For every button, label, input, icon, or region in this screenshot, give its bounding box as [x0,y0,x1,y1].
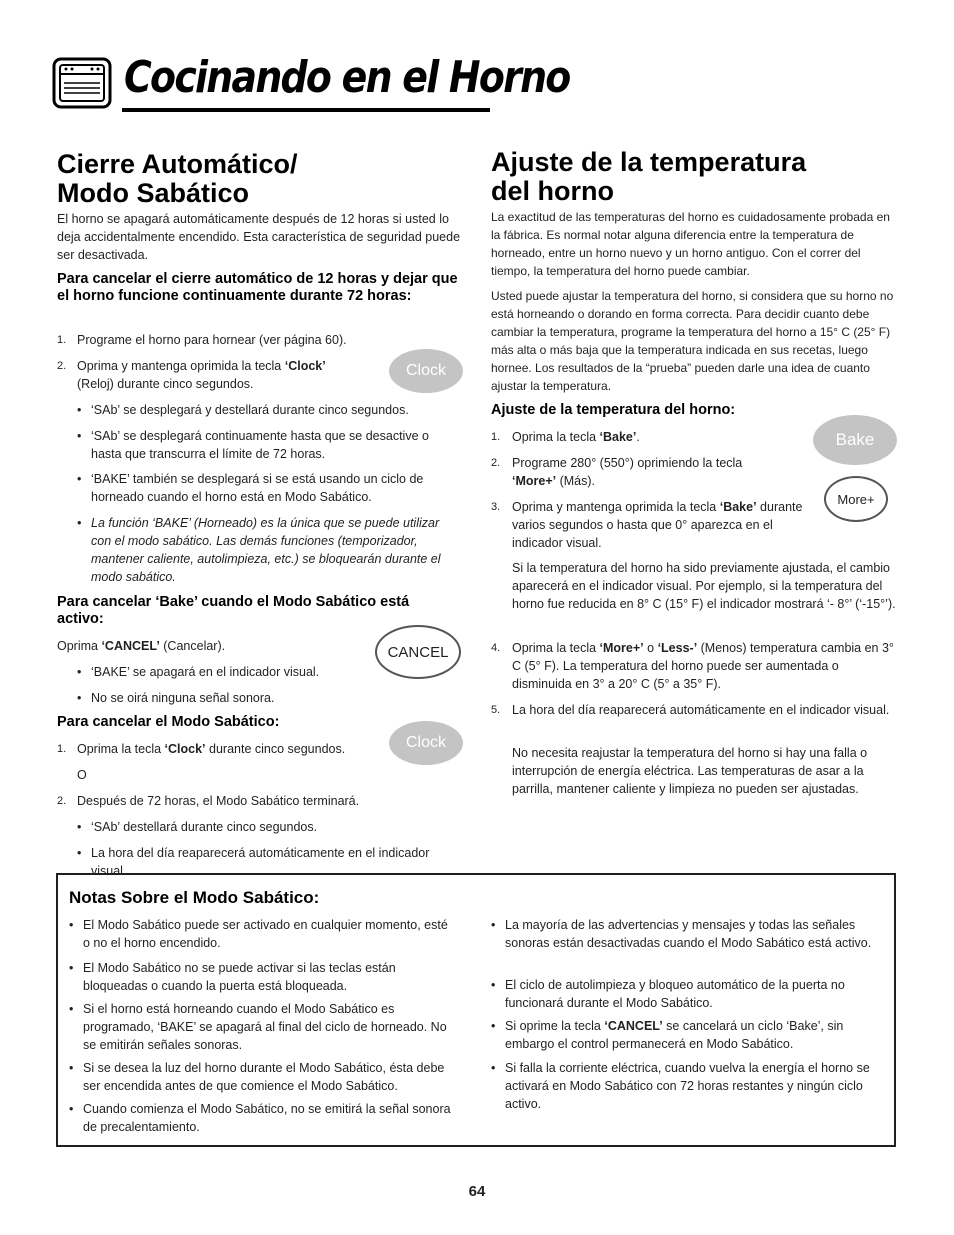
title-rule [122,108,490,112]
list-item [77,357,367,393]
key-name: ‘Bake’ [719,500,757,514]
bake-key-icon: Bake [813,415,897,465]
subheading-adjust-temp: Ajuste de la temperatura del horno: [491,402,736,418]
section-heading-temperature [491,148,806,206]
list-item: Después de 72 horas, el Modo Sabático terminará. [77,794,360,808]
list-item [512,428,802,446]
key-name: ‘Less-’ [657,641,698,655]
item-text: (Más). [556,474,596,488]
note-text: Si la temperatura del horno ha sido previamente ajustada, el cambio aparecerá en el indicador visual. Por ejemplo, si la temperatura del horno fue reducida en 8° C (15° F) el indicador mostrará ‘- 8°’ (‘-15°’). [512,561,896,611]
list-number: 2. [57,795,67,807]
item-text: se cancelará un ciclo ‘Bake’, sin embargo el control permanecerá en Modo Sabático. [505,1019,844,1051]
note-bullet: • La mayoría de las advertencias y mensajes y todas las señales sonoras están desactivadas cuando el Modo Sabático está activo. [505,916,880,952]
note-bullet: • El Modo Sabático no se puede activar si las teclas están bloqueadas o cuando la puerta está bloqueada. [83,959,453,995]
list-number: 1. [57,743,67,755]
bullet-item: • ‘BAKE’ también se desplegará si se está usando un ciclo de horneado cuando el horno está en Modo Sabático. [91,470,456,506]
heading-line-1: Ajuste de la temperatura [491,147,807,177]
note-bullet: • Si se desea la luz del horno durante el Modo Sabático, ésta debe ser encendida antes de que comience el Modo Sabático. [83,1059,458,1095]
note-bullet: • El Modo Sabático puede ser activado en cualquier momento, esté o no el horno encendido. [83,916,453,952]
item-text: . [636,430,640,444]
item-text: (Menos) temperatura cambia en 3° C (5° F). La temperatura del horno puede ser aumentada o disminuida en 3° a 20° C (5° a 35° F). [512,641,894,691]
paragraph: Usted puede ajustar la temperatura del horno, si considera que su horno no está horneando o dorando en forma correcta. Para decidir cuanto debe cambiar la temperatura, programe la temperatura del horno a 15° C (25° F) más alta o más baja que la temperatura indicada en sus recetas, luego hornee. Los resultados de la “prueba” pueden darle una idea de cuanto ajustar la temperatura. [491,289,894,393]
item-text: Si oprime la tecla [505,1019,605,1033]
instruction-text [57,637,357,655]
note-text: No necesita reajustar la temperatura del horno si hay una falla o interrupción de energía eléctrica. Las temperaturas de asar a la parrilla, mantener caliente y limpieza no pueden ser ajustadas. [512,746,868,796]
key-name: ‘More+’ [599,641,644,655]
list-number: 3. [491,501,501,513]
bullet-item: • La hora del día reaparecerá automáticamente en el indicador visual. [91,844,431,880]
item-text: Oprima [57,639,102,653]
oven-icon [52,57,112,109]
list-item [512,498,812,552]
note-bullet: • Si falla la corriente eléctrica, cuando vuelva la energía el horno se activará en Modo Sabático con 72 horas restantes y ningún ciclo activo. [505,1059,880,1113]
paragraph: La exactitud de las temperaturas del horno es cuidadosamente probada en la fábrica. Es normal notar alguna diferencia entre la temperatura de horneado, entre un horno nuevo y un horno antiguo. Con el correr del tiempo, la temperatura del horno puede cambiar. [491,210,890,278]
list-number: 5. [491,704,501,716]
or-text: O [77,768,87,782]
bullet-item: • La función ‘BAKE’ (Horneado) es la única que se puede utilizar con el modo sabático. Las demás funciones (temporizador, mantener caliente, autolimpieza, etc.) se bloquearán durante el modo sabático. [91,514,461,586]
subheading-cancel-bake: Para cancelar ‘Bake’ cuando el Modo Sabático está activo: [57,594,410,627]
list-number: 2. [491,457,501,469]
item-text: Programe 280° (550°) oprimiendo la tecla [512,456,743,470]
list-item: Programe el horno para hornear (ver página 60). [77,333,347,347]
list-item [512,639,898,693]
section-heading-sabbath [57,150,298,208]
heading-line-2: Modo Sabático [57,178,250,208]
bullet-item: • ‘BAKE’ se apagará en el indicador visual. [91,663,391,681]
note-bullet: • El ciclo de autolimpieza y bloqueo automático de la puerta no funcionará durante el Modo Sabático. [505,976,880,1012]
key-name: ‘Bake’ [599,430,637,444]
page-number: 64 [468,1183,486,1200]
item-text: Oprima la tecla [512,641,600,655]
bullet-item: • ‘SAb’ se desplegará y destellará durante cinco segundos. [91,401,451,419]
list-number: 2. [57,360,67,372]
list-number: 1. [57,334,67,346]
bullet-item: • ‘SAb’ se desplegará continuamente hasta que se desactive o hasta que transcurra el límite de 72 horas. [91,427,456,463]
page-title: Cocinando en el Horno [124,52,570,103]
more-key-icon: More+ [824,476,888,522]
item-text: o [643,641,658,655]
heading-line-2: del horno [491,176,614,206]
item-text: Oprima la tecla [512,430,600,444]
cancel-key-icon: CANCEL [375,625,461,679]
item-text: Oprima la tecla [77,742,165,756]
note-bullet [505,1017,880,1053]
list-item [77,740,377,758]
item-text: Oprima y mantenga oprimida la tecla [512,500,720,514]
notes-title: Notas Sobre el Modo Sabático: [69,888,320,907]
list-item: La hora del día reaparecerá automáticamente en el indicador visual. [512,703,890,717]
item-text: Oprima y mantenga oprimida la tecla [77,359,285,373]
item-text: (Cancelar). [159,639,226,653]
key-name: ‘More+’ [512,474,557,488]
bullet-item: • No se oirá ninguna señal sonora. [91,689,391,707]
intro-text: El horno se apagará automáticamente después de 12 horas si usted lo deja accidentalmente encendido. Esta característica de seguridad puede ser desactivada. [57,212,461,262]
list-number: 4. [491,642,501,654]
note-bullet: • Cuando comienza el Modo Sabático, no se emitirá la señal sonora de precalentamiento. [83,1100,458,1136]
key-name: ‘CANCEL’ [101,639,160,653]
notes-box [56,873,896,1147]
subheading-cancel-shutoff: Para cancelar el cierre automático de 12 horas y dejar que el horno funcione continuamente durante 72 horas: [57,271,458,304]
item-text: durante cinco segundos. [205,742,346,756]
note-bullet: • Si el horno está horneando cuando el Modo Sabático es programado, ‘BAKE’ se apagará al final del ciclo de horneado. No se emitirán señales sonoras. [83,1000,458,1054]
list-item [512,454,774,490]
bullet-item: • ‘SAb’ destellará durante cinco segundos. [91,818,431,836]
key-name: ‘Clock’ [284,359,326,373]
item-text: (Reloj) durante cinco segundos. [77,377,254,391]
key-name: ‘CANCEL’ [604,1019,663,1033]
subheading-cancel-sabbath: Para cancelar el Modo Sabático: [57,714,280,730]
clock-key-icon: Clock [389,721,463,765]
clock-key-icon: Clock [389,349,463,393]
key-name: ‘Clock’ [164,742,206,756]
heading-line-1: Cierre Automático/ [57,149,298,179]
item-text: durante varios segundos o hasta que 0° aparezca en el indicador visual. [512,500,803,550]
list-number: 1. [491,431,501,443]
